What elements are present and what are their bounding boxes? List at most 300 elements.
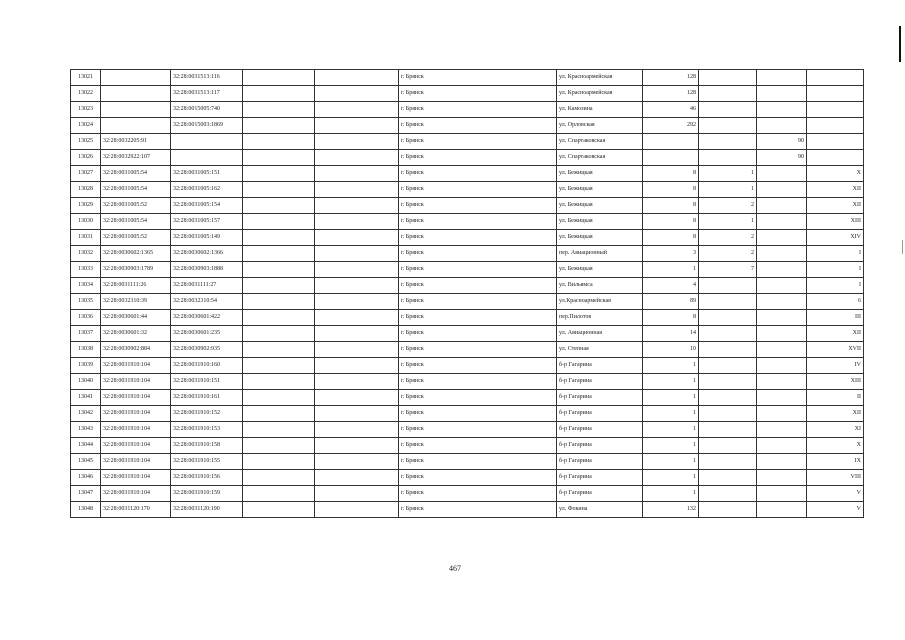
cell-col-5 xyxy=(315,70,399,86)
table-row xyxy=(71,358,864,374)
cell-cadastral-parcel: 32:28:0031910:104 xyxy=(101,486,171,502)
cell-cadastral-parcel: 32:28:0030903:1789 xyxy=(101,262,171,278)
cell-building xyxy=(699,294,757,310)
cell-col-5 xyxy=(315,422,399,438)
cell-room-number xyxy=(807,150,864,166)
scan-edge-mark xyxy=(899,26,901,62)
cell-street: ул. Авиационная xyxy=(557,326,643,342)
cell-cadastral-object: 32:28:0031005:162 xyxy=(171,182,243,198)
cell-room-number: 6 xyxy=(807,294,864,310)
table-row xyxy=(71,70,864,86)
cell-area xyxy=(757,166,807,182)
cell-house-number: 14 xyxy=(643,326,699,342)
cell-cadastral-object: 32:28:0031910:152 xyxy=(171,406,243,422)
cell-cadastral-object: 32:28:0015005:740 xyxy=(171,102,243,118)
cell-city: г. Брянск xyxy=(399,326,557,342)
cell-house-number xyxy=(643,134,699,150)
cell-house-number: 128 xyxy=(643,70,699,86)
cell-cadastral-object: 32:28:0031910:155 xyxy=(171,454,243,470)
cell-room-number: XII xyxy=(807,406,864,422)
cell-col-4 xyxy=(243,486,315,502)
cell-city: г. Брянск xyxy=(399,262,557,278)
cell-col-5 xyxy=(315,406,399,422)
cell-house-number xyxy=(643,150,699,166)
cell-street: б-р Гагарина xyxy=(557,454,643,470)
cell-cadastral-parcel: 32:28:0030902:884 xyxy=(101,342,171,358)
cell-cadastral-parcel: 32:28:0031910:104 xyxy=(101,470,171,486)
cell-city: г. Брянск xyxy=(399,150,557,166)
cell-cadastral-object: 32:28:0031910:153 xyxy=(171,422,243,438)
cell-room-number: I xyxy=(807,246,864,262)
cell-col-5 xyxy=(315,102,399,118)
cell-col-4 xyxy=(243,358,315,374)
cell-room-number: X xyxy=(807,438,864,454)
registry-body xyxy=(71,70,864,518)
cell-cadastral-parcel: 32:28:0031910:104 xyxy=(101,390,171,406)
cell-cadastral-object: 32:28:0031910:151 xyxy=(171,374,243,390)
table-row xyxy=(71,326,864,342)
cell-col-5 xyxy=(315,86,399,102)
cell-col-4 xyxy=(243,230,315,246)
cell-city: г. Брянск xyxy=(399,86,557,102)
cell-col-4 xyxy=(243,134,315,150)
cell-street: ул. Фокина xyxy=(557,502,643,518)
cell-record-number: 13026 xyxy=(71,150,101,166)
cell-building xyxy=(699,438,757,454)
cell-room-number: VIII xyxy=(807,470,864,486)
property-registry-table xyxy=(70,69,864,518)
cell-col-5 xyxy=(315,470,399,486)
cell-cadastral-parcel: 32:28:0032310:39 xyxy=(101,294,171,310)
cell-cadastral-parcel xyxy=(101,102,171,118)
cell-room-number: II xyxy=(807,390,864,406)
cell-cadastral-parcel xyxy=(101,70,171,86)
cell-col-4 xyxy=(243,438,315,454)
cell-house-number: 4 xyxy=(643,278,699,294)
cell-col-4 xyxy=(243,182,315,198)
cell-col-5 xyxy=(315,358,399,374)
cell-room-number xyxy=(807,102,864,118)
scan-edge-mark-small xyxy=(902,240,903,254)
cell-cadastral-object: 32:28:0031005:154 xyxy=(171,198,243,214)
cell-col-5 xyxy=(315,150,399,166)
cell-street: ул. Бежицкая xyxy=(557,262,643,278)
cell-record-number: 13024 xyxy=(71,118,101,134)
cell-house-number: 8 xyxy=(643,214,699,230)
cell-col-4 xyxy=(243,214,315,230)
cell-city: г. Брянск xyxy=(399,502,557,518)
cell-record-number: 13038 xyxy=(71,342,101,358)
cell-building xyxy=(699,70,757,86)
cell-house-number: 1 xyxy=(643,390,699,406)
cell-house-number: 1 xyxy=(643,262,699,278)
cell-area xyxy=(757,198,807,214)
table-row xyxy=(71,150,864,166)
cell-cadastral-object: 32:28:0030902:935 xyxy=(171,342,243,358)
cell-street: б-р Гагарина xyxy=(557,358,643,374)
cell-room-number: III xyxy=(807,310,864,326)
cell-col-4 xyxy=(243,454,315,470)
cell-col-4 xyxy=(243,502,315,518)
cell-cadastral-parcel: 32:28:0031111:26 xyxy=(101,278,171,294)
cell-house-number: 1 xyxy=(643,374,699,390)
cell-col-5 xyxy=(315,486,399,502)
cell-col-5 xyxy=(315,502,399,518)
cell-col-5 xyxy=(315,118,399,134)
cell-cadastral-object xyxy=(171,150,243,166)
cell-house-number: 1 xyxy=(643,358,699,374)
table-row xyxy=(71,502,864,518)
cell-area xyxy=(757,214,807,230)
cell-record-number: 13048 xyxy=(71,502,101,518)
cell-record-number: 13047 xyxy=(71,486,101,502)
cell-col-5 xyxy=(315,326,399,342)
cell-col-4 xyxy=(243,278,315,294)
cell-col-5 xyxy=(315,390,399,406)
table-row xyxy=(71,230,864,246)
cell-col-4 xyxy=(243,198,315,214)
cell-city: г. Брянск xyxy=(399,246,557,262)
cell-cadastral-object: 32:28:0031910:159 xyxy=(171,486,243,502)
cell-col-4 xyxy=(243,262,315,278)
cell-area xyxy=(757,86,807,102)
cell-cadastral-object: 32:28:0031513:116 xyxy=(171,70,243,86)
cell-city: г. Брянск xyxy=(399,470,557,486)
cell-cadastral-parcel: 32:28:0032205:91 xyxy=(101,134,171,150)
cell-col-5 xyxy=(315,310,399,326)
cell-street: ул. Бежицкая xyxy=(557,214,643,230)
cell-street: ул. Степная xyxy=(557,342,643,358)
cell-area xyxy=(757,326,807,342)
cell-area xyxy=(757,470,807,486)
cell-city: г. Брянск xyxy=(399,374,557,390)
cell-cadastral-object: 32:28:0031910:161 xyxy=(171,390,243,406)
cell-area xyxy=(757,102,807,118)
cell-cadastral-object: 32:28:0031005:149 xyxy=(171,230,243,246)
cell-cadastral-parcel: 32:28:0031910:104 xyxy=(101,454,171,470)
cell-room-number: XII xyxy=(807,182,864,198)
cell-city: г. Брянск xyxy=(399,406,557,422)
cell-room-number: XIV xyxy=(807,230,864,246)
cell-cadastral-object: 32:28:0030602:1366 xyxy=(171,246,243,262)
cell-col-4 xyxy=(243,342,315,358)
cell-city: г. Брянск xyxy=(399,486,557,502)
cell-col-5 xyxy=(315,182,399,198)
cell-street: ул. Бежицкая xyxy=(557,166,643,182)
cell-cadastral-parcel: 32:28:0031005:54 xyxy=(101,166,171,182)
cell-col-5 xyxy=(315,166,399,182)
cell-cadastral-parcel: 32:28:0031120:170 xyxy=(101,502,171,518)
cell-col-4 xyxy=(243,310,315,326)
cell-street: ул. Спартаковская xyxy=(557,150,643,166)
cell-building xyxy=(699,278,757,294)
table-row xyxy=(71,454,864,470)
cell-col-5 xyxy=(315,198,399,214)
cell-building: 7 xyxy=(699,262,757,278)
cell-col-4 xyxy=(243,470,315,486)
cell-house-number: 89 xyxy=(643,294,699,310)
cell-city: г. Брянск xyxy=(399,102,557,118)
cell-building xyxy=(699,502,757,518)
cell-building xyxy=(699,406,757,422)
table-row xyxy=(71,486,864,502)
cell-house-number: 1 xyxy=(643,406,699,422)
cell-building: 2 xyxy=(699,230,757,246)
cell-cadastral-object: 32:28:0031111:27 xyxy=(171,278,243,294)
table-row xyxy=(71,246,864,262)
table-row xyxy=(71,182,864,198)
cell-street: пер. Авиационный xyxy=(557,246,643,262)
table-row xyxy=(71,310,864,326)
cell-city: г. Брянск xyxy=(399,134,557,150)
cell-area xyxy=(757,278,807,294)
cell-col-4 xyxy=(243,406,315,422)
cell-record-number: 13032 xyxy=(71,246,101,262)
cell-area xyxy=(757,438,807,454)
cell-street: ул. Бежицкая xyxy=(557,230,643,246)
cell-street: ул. Бежицкая xyxy=(557,198,643,214)
cell-col-5 xyxy=(315,454,399,470)
cell-city: г. Брянск xyxy=(399,182,557,198)
cell-city: г. Брянск xyxy=(399,454,557,470)
cell-room-number: I xyxy=(807,278,864,294)
cell-area: 90 xyxy=(757,150,807,166)
cell-record-number: 13027 xyxy=(71,166,101,182)
cell-col-4 xyxy=(243,374,315,390)
cell-cadastral-object: 32:28:0032310:54 xyxy=(171,294,243,310)
table-row xyxy=(71,102,864,118)
cell-col-5 xyxy=(315,438,399,454)
cell-area xyxy=(757,390,807,406)
cell-col-4 xyxy=(243,246,315,262)
cell-room-number: XII xyxy=(807,198,864,214)
cell-house-number: 10 xyxy=(643,342,699,358)
cell-cadastral-object: 32:28:0031005:157 xyxy=(171,214,243,230)
table-row xyxy=(71,406,864,422)
table-row xyxy=(71,118,864,134)
table-row xyxy=(71,470,864,486)
cell-record-number: 13035 xyxy=(71,294,101,310)
cell-record-number: 13033 xyxy=(71,262,101,278)
cell-room-number: IX xyxy=(807,454,864,470)
cell-house-number: 8 xyxy=(643,198,699,214)
cell-record-number: 13029 xyxy=(71,198,101,214)
cell-building xyxy=(699,310,757,326)
cell-cadastral-parcel: 32:28:0031910:104 xyxy=(101,422,171,438)
cell-area xyxy=(757,262,807,278)
cell-col-5 xyxy=(315,278,399,294)
cell-area xyxy=(757,358,807,374)
cell-city: г. Брянск xyxy=(399,390,557,406)
cell-cadastral-object: 32:28:0031120:190 xyxy=(171,502,243,518)
cell-house-number: 128 xyxy=(643,86,699,102)
cell-room-number: XVII xyxy=(807,342,864,358)
cell-room-number xyxy=(807,70,864,86)
cell-record-number: 13042 xyxy=(71,406,101,422)
cell-cadastral-parcel: 32:28:0031910:104 xyxy=(101,358,171,374)
cell-col-4 xyxy=(243,294,315,310)
cell-area xyxy=(757,310,807,326)
cell-street: ул. Орловская xyxy=(557,118,643,134)
cell-cadastral-object: 32:28:0030903:1888 xyxy=(171,262,243,278)
cell-col-5 xyxy=(315,294,399,310)
cell-room-number: V xyxy=(807,486,864,502)
cell-street: б-р Гагарина xyxy=(557,486,643,502)
cell-room-number: XIII xyxy=(807,214,864,230)
cell-street: ул. Красноармейская xyxy=(557,70,643,86)
cell-building xyxy=(699,150,757,166)
cell-building xyxy=(699,454,757,470)
cell-house-number: 46 xyxy=(643,102,699,118)
cell-city: г. Брянск xyxy=(399,294,557,310)
cell-room-number: XIII xyxy=(807,374,864,390)
cell-cadastral-object: 32:28:0031513:117 xyxy=(171,86,243,102)
cell-street: ул.Красноармейская xyxy=(557,294,643,310)
cell-city: г. Брянск xyxy=(399,198,557,214)
cell-cadastral-object: 32:28:0015003:1869 xyxy=(171,118,243,134)
cell-building: 1 xyxy=(699,214,757,230)
cell-cadastral-parcel: 32:28:0030601:32 xyxy=(101,326,171,342)
cell-record-number: 13046 xyxy=(71,470,101,486)
cell-record-number: 13037 xyxy=(71,326,101,342)
cell-record-number: 13022 xyxy=(71,86,101,102)
cell-house-number: 1 xyxy=(643,454,699,470)
cell-house-number: 1 xyxy=(643,422,699,438)
cell-building xyxy=(699,470,757,486)
cell-col-5 xyxy=(315,214,399,230)
cell-col-5 xyxy=(315,262,399,278)
cell-building xyxy=(699,342,757,358)
cell-street: ул. Красноармейская xyxy=(557,86,643,102)
table-row xyxy=(71,86,864,102)
cell-col-5 xyxy=(315,134,399,150)
cell-record-number: 13041 xyxy=(71,390,101,406)
cell-building: 1 xyxy=(699,182,757,198)
cell-house-number: 1 xyxy=(643,438,699,454)
cell-house-number: 132 xyxy=(643,502,699,518)
cell-col-4 xyxy=(243,118,315,134)
cell-street: б-р Гагарина xyxy=(557,406,643,422)
cell-cadastral-parcel xyxy=(101,118,171,134)
cell-cadastral-parcel: 32:28:0031910:104 xyxy=(101,438,171,454)
cell-record-number: 13043 xyxy=(71,422,101,438)
table-row xyxy=(71,422,864,438)
table-row xyxy=(71,262,864,278)
table-row xyxy=(71,278,864,294)
cell-street: ул. Спартаковская xyxy=(557,134,643,150)
cell-building: 1 xyxy=(699,166,757,182)
cell-cadastral-object: 32:28:0031005:151 xyxy=(171,166,243,182)
cell-room-number xyxy=(807,134,864,150)
table-row xyxy=(71,134,864,150)
cell-city: г. Брянск xyxy=(399,342,557,358)
cell-col-5 xyxy=(315,246,399,262)
cell-record-number: 13040 xyxy=(71,374,101,390)
cell-city: г. Брянск xyxy=(399,118,557,134)
cell-col-4 xyxy=(243,390,315,406)
cell-room-number: XI xyxy=(807,422,864,438)
cell-record-number: 13034 xyxy=(71,278,101,294)
cell-house-number: 292 xyxy=(643,118,699,134)
cell-col-4 xyxy=(243,422,315,438)
cell-house-number: 3 xyxy=(643,246,699,262)
cell-col-4 xyxy=(243,166,315,182)
cell-area xyxy=(757,118,807,134)
cell-area xyxy=(757,486,807,502)
cell-area xyxy=(757,406,807,422)
cell-record-number: 13036 xyxy=(71,310,101,326)
cell-record-number: 13044 xyxy=(71,438,101,454)
cell-building xyxy=(699,326,757,342)
table-row xyxy=(71,166,864,182)
cell-room-number xyxy=(807,86,864,102)
cell-room-number: V xyxy=(807,502,864,518)
cell-cadastral-parcel: 32:28:0032922:107 xyxy=(101,150,171,166)
cell-room-number: XII xyxy=(807,326,864,342)
cell-city: г. Брянск xyxy=(399,310,557,326)
table-row xyxy=(71,198,864,214)
cell-city: г. Брянск xyxy=(399,166,557,182)
cell-area xyxy=(757,502,807,518)
cell-building xyxy=(699,134,757,150)
cell-cadastral-object: 32:28:0030601:235 xyxy=(171,326,243,342)
cell-street: б-р Гагарина xyxy=(557,422,643,438)
table-row xyxy=(71,390,864,406)
cell-record-number: 13028 xyxy=(71,182,101,198)
cell-street: пер.Пилотов xyxy=(557,310,643,326)
table-row xyxy=(71,342,864,358)
cell-building xyxy=(699,102,757,118)
cell-record-number: 13025 xyxy=(71,134,101,150)
cell-col-4 xyxy=(243,150,315,166)
cell-street: ул. Вильямса xyxy=(557,278,643,294)
cell-area xyxy=(757,246,807,262)
cell-cadastral-object: 32:28:0031910:156 xyxy=(171,470,243,486)
cell-room-number xyxy=(807,118,864,134)
cell-building: 2 xyxy=(699,198,757,214)
cell-cadastral-parcel: 32:28:0031005:52 xyxy=(101,230,171,246)
cell-house-number: 8 xyxy=(643,310,699,326)
cell-col-4 xyxy=(243,102,315,118)
cell-building xyxy=(699,390,757,406)
cell-cadastral-object: 32:28:0031910:158 xyxy=(171,438,243,454)
cell-area: 90 xyxy=(757,134,807,150)
cell-street: б-р Гагарина xyxy=(557,470,643,486)
cell-area xyxy=(757,70,807,86)
cell-street: б-р Гагарина xyxy=(557,438,643,454)
cell-city: г. Брянск xyxy=(399,230,557,246)
cell-room-number: IV xyxy=(807,358,864,374)
cell-city: г. Брянск xyxy=(399,358,557,374)
cell-house-number: 8 xyxy=(643,230,699,246)
cell-record-number: 13039 xyxy=(71,358,101,374)
cell-building xyxy=(699,422,757,438)
cell-area xyxy=(757,374,807,390)
cell-cadastral-object: 32:28:0030601:422 xyxy=(171,310,243,326)
cell-cadastral-object: 32:28:0031910:160 xyxy=(171,358,243,374)
cell-record-number: 13031 xyxy=(71,230,101,246)
cell-area xyxy=(757,230,807,246)
cell-cadastral-parcel: 32:28:0031005:52 xyxy=(101,198,171,214)
cell-area xyxy=(757,294,807,310)
cell-house-number: 1 xyxy=(643,470,699,486)
cell-house-number: 1 xyxy=(643,486,699,502)
cell-cadastral-parcel: 32:28:0030601:44 xyxy=(101,310,171,326)
cell-building: 2 xyxy=(699,246,757,262)
cell-record-number: 13045 xyxy=(71,454,101,470)
table-row xyxy=(71,374,864,390)
cell-street: ул. Бежицкая xyxy=(557,182,643,198)
